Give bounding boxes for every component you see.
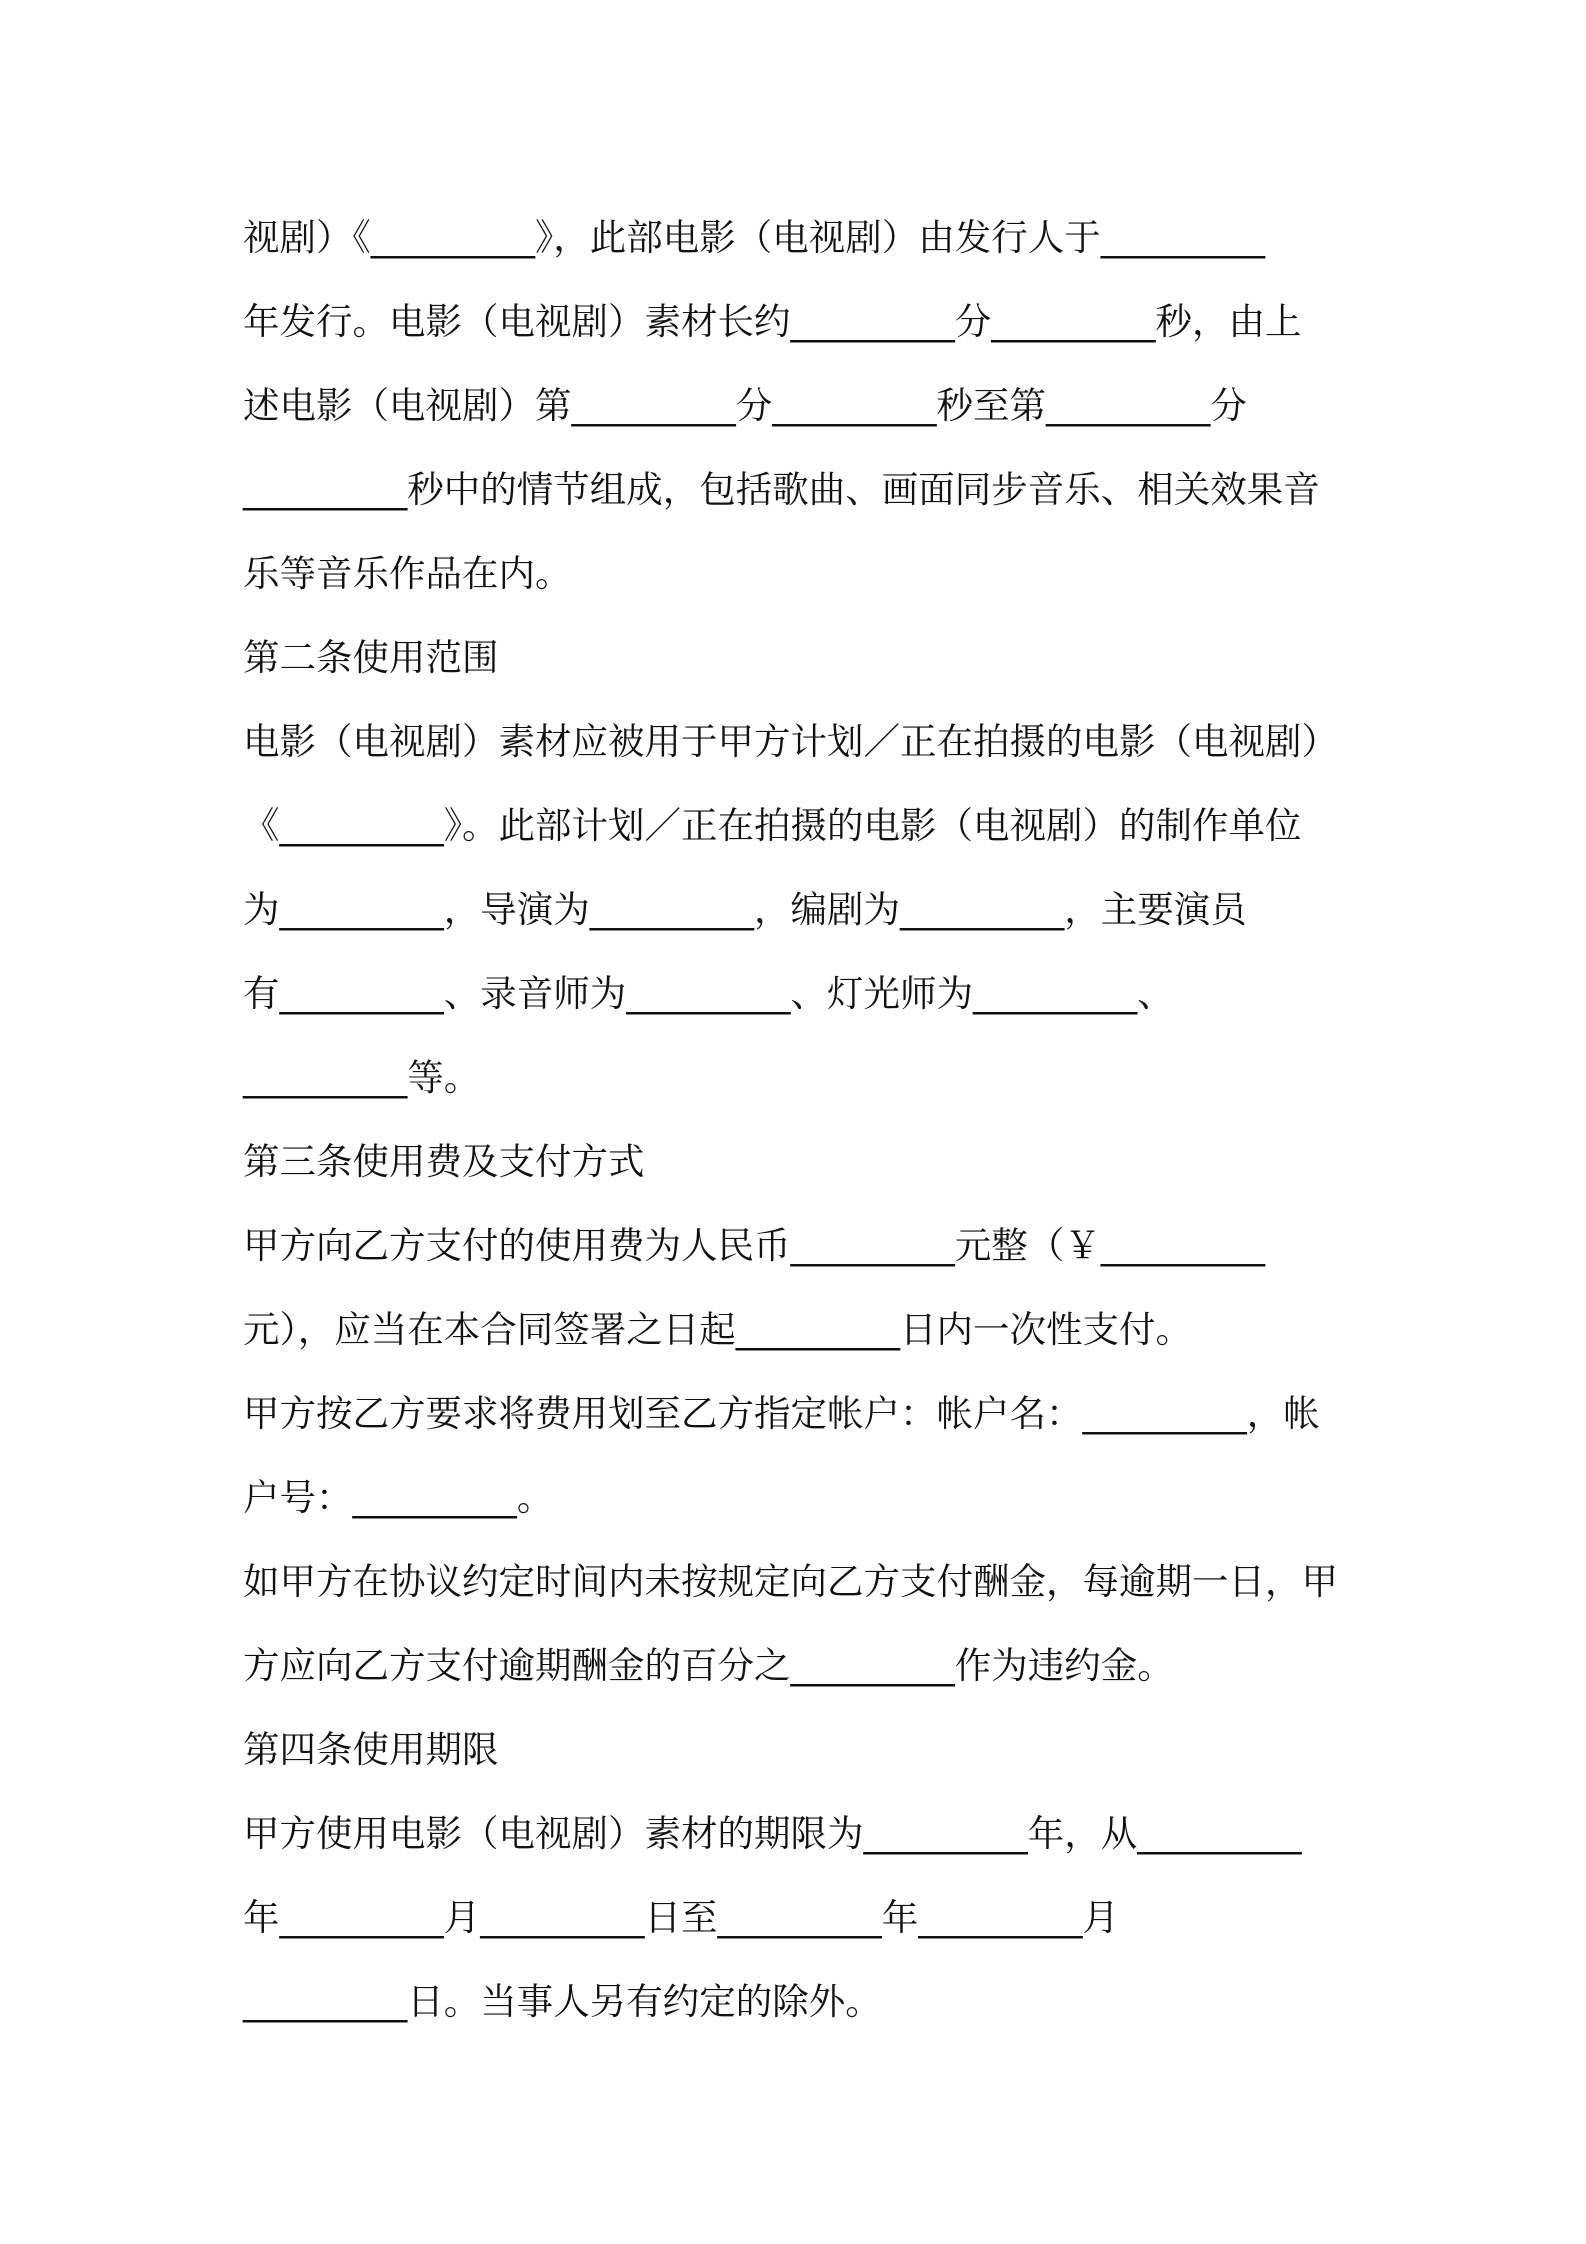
text-line: 甲方向乙方支付的使用费为人民币_________元整（￥_________ — [243, 1224, 1265, 1267]
text-line: _________日。当事人另有约定的除外。 — [243, 1980, 882, 2023]
text-line: _________秒中的情节组成，包括歌曲、画面同步音乐、相关效果音 — [243, 468, 1320, 511]
text-line: 有_________、录音师为_________、灯光师为_________、 — [243, 972, 1174, 1015]
text-line: 电影（电视剧）素材应被用于甲方计划／正在拍摄的电影（电视剧） — [243, 720, 1338, 763]
text-line: 户号：_________。 — [243, 1476, 554, 1519]
contract-body — [243, 196, 1353, 2044]
text-line: 《_________》。此部计划／正在拍摄的电影（电视剧）的制作单位 — [243, 804, 1302, 847]
section-heading-fees-payment: 第三条使用费及支付方式 — [243, 1140, 645, 1183]
text-line: 方应向乙方支付逾期酬金的百分之_________作为违约金。 — [243, 1644, 1174, 1687]
text-line: 甲方按乙方要求将费用划至乙方指定帐户：帐户名：_________，帐 — [243, 1392, 1320, 1435]
text-line: 为_________，导演为_________，编剧为_________，主要演员 — [243, 888, 1247, 931]
text-line: 述电影（电视剧）第_________分_________秒至第_________分 — [243, 384, 1247, 427]
text-line: 年发行。电影（电视剧）素材长约_________分_________秒，由上 — [243, 300, 1302, 343]
text-line: _________等。 — [243, 1056, 481, 1099]
text-line: 年_________月_________日至_________年_________月 — [243, 1896, 1119, 1939]
text-line: 甲方使用电影（电视剧）素材的期限为_________年，从_________ — [243, 1812, 1302, 1855]
section-heading-usage-period: 第四条使用期限 — [243, 1728, 499, 1771]
text-line: 乐等音乐作品在内。 — [243, 552, 572, 595]
text-line: 视剧）《_________》，此部电影（电视剧）由发行人于_________ — [243, 216, 1265, 259]
text-line: 如甲方在协议约定时间内未按规定向乙方支付酬金，每逾期一日，甲 — [243, 1560, 1338, 1603]
text-line: 元），应当在本合同签署之日起_________日内一次性支付。 — [243, 1308, 1192, 1351]
section-heading-usage-scope: 第二条使用范围 — [243, 636, 499, 679]
